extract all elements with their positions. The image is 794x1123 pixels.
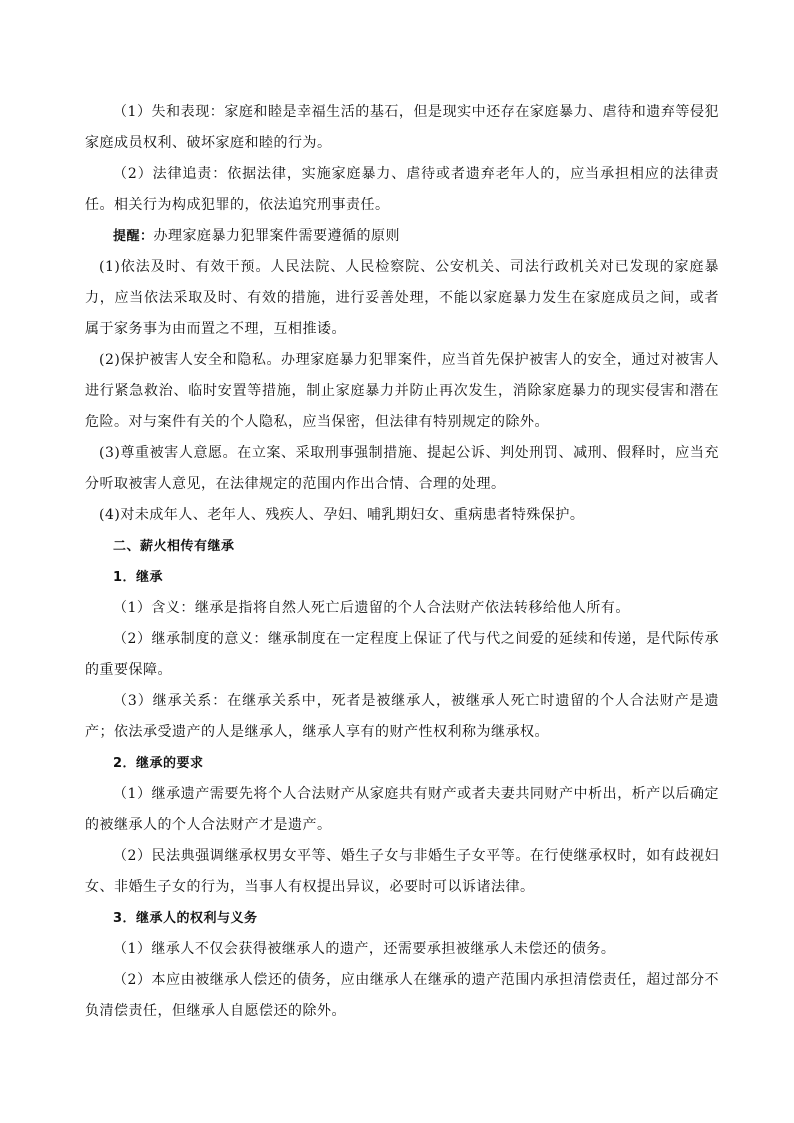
subheading-inheritance-requirements [85,748,719,779]
reminder-text: 办理家庭暴力犯罪案件需要遵循的原则 [153,228,401,244]
paragraph-inheritance-definition: （1）含义：继承是指将自然人死亡后遗留的个人合法财产依法转移给他人所有。 [113,600,630,616]
section-heading-text: 二、薪火相传有继承 [113,539,235,554]
subheading-inheritance [85,562,719,593]
principle-protect-victim: (2)保护被害人安全和隐私。办理家庭暴力犯罪案件，应当首先保护被害人的安全，通过对被害人进行紧急救治、临时安置等措施，制止家庭暴力并防止再次发生，消除家庭暴力的现实侵害和潜在危险。对与案件有关的个人隐私，应当保密，但法律有特别规定的除外。 [85,352,719,430]
paragraph-inheritance-significance: （2）继承制度的意义：继承制度在一定程度上保证了代与代之间爱的延续和传递，是代际传承的重要保障。 [85,631,719,678]
paragraph-reminder [85,221,719,252]
paragraph-debt-liability: （2）本应由被继承人偿还的债务，应由继承人在继承的遗产范围内承担清偿责任，超过部分不负清偿责任，但继承人自愿偿还的除外。 [85,972,719,1019]
subheading-text: 3．继承人的权利与义务 [113,911,258,926]
principle-timely-intervention: (1)依法及时、有效干预。人民法院、人民检察院、公安机关、司法行政机关对已发现的家庭暴力，应当依法采取及时、有效的措施，进行妥善处理，不能以家庭暴力发生在家庭成员之间，或者属于家务事为由而置之不理，互相推诿。 [85,259,719,337]
paragraph-legal-liability: （2）法律追责：依据法律，实施家庭暴力、虐待或者遗弃老年人的，应当承担相应的法律责任。相关行为构成犯罪的，依法追究刑事责任。 [85,166,719,213]
subheading-text: 1．继承 [113,570,164,585]
subheading-text: 2．继承的要求 [113,756,204,771]
document-body [85,97,719,1027]
principle-respect-victim-wishes: (3)尊重被害人意愿。在立案、采取刑事强制措施、提起公诉、判处刑罚、减刑、假释时，应当充分听取被害人意见，在法律规定的范围内作出合情、合理的处理。 [85,445,719,492]
paragraph-heir-debts: （1）继承人不仅会获得被继承人的遗产，还需要承担被继承人未偿还的债务。 [113,941,616,957]
reminder-label: 提醒： [113,229,154,244]
paragraph-inheritance-relationship: （3）继承关系：在继承关系中，死者是被继承人，被继承人死亡时遗留的个人合法财产是遗产；依法承受遗产的人是继承人，继承人享有的财产性权利称为继承权。 [85,693,719,740]
paragraph-equality: （2）民法典强调继承权男女平等、婚生子女与非婚生子女平等。在行使继承权时，如有歧视妇女、非婚生子女的行为，当事人有权提出异议，必要时可以诉诸法律。 [85,848,719,895]
paragraph-estate-separation: （1）继承遗产需要先将个人合法财产从家庭共有财产或者夫妻共同财产中析出，析产以后确定的被继承人的个人合法财产才是遗产。 [85,786,719,833]
paragraph-discord-manifestation: （1）失和表现：家庭和睦是幸福生活的基石，但是现实中还存在家庭暴力、虐待和遗弃等侵犯家庭成员权利、破坏家庭和睦的行为。 [85,104,719,151]
principle-special-protection: (4)对未成年人、老年人、残疾人、孕妇、哺乳期妇女、重病患者特殊保护。 [99,507,585,523]
subheading-heir-rights-duties [85,903,719,934]
section-heading-inheritance [85,531,719,562]
